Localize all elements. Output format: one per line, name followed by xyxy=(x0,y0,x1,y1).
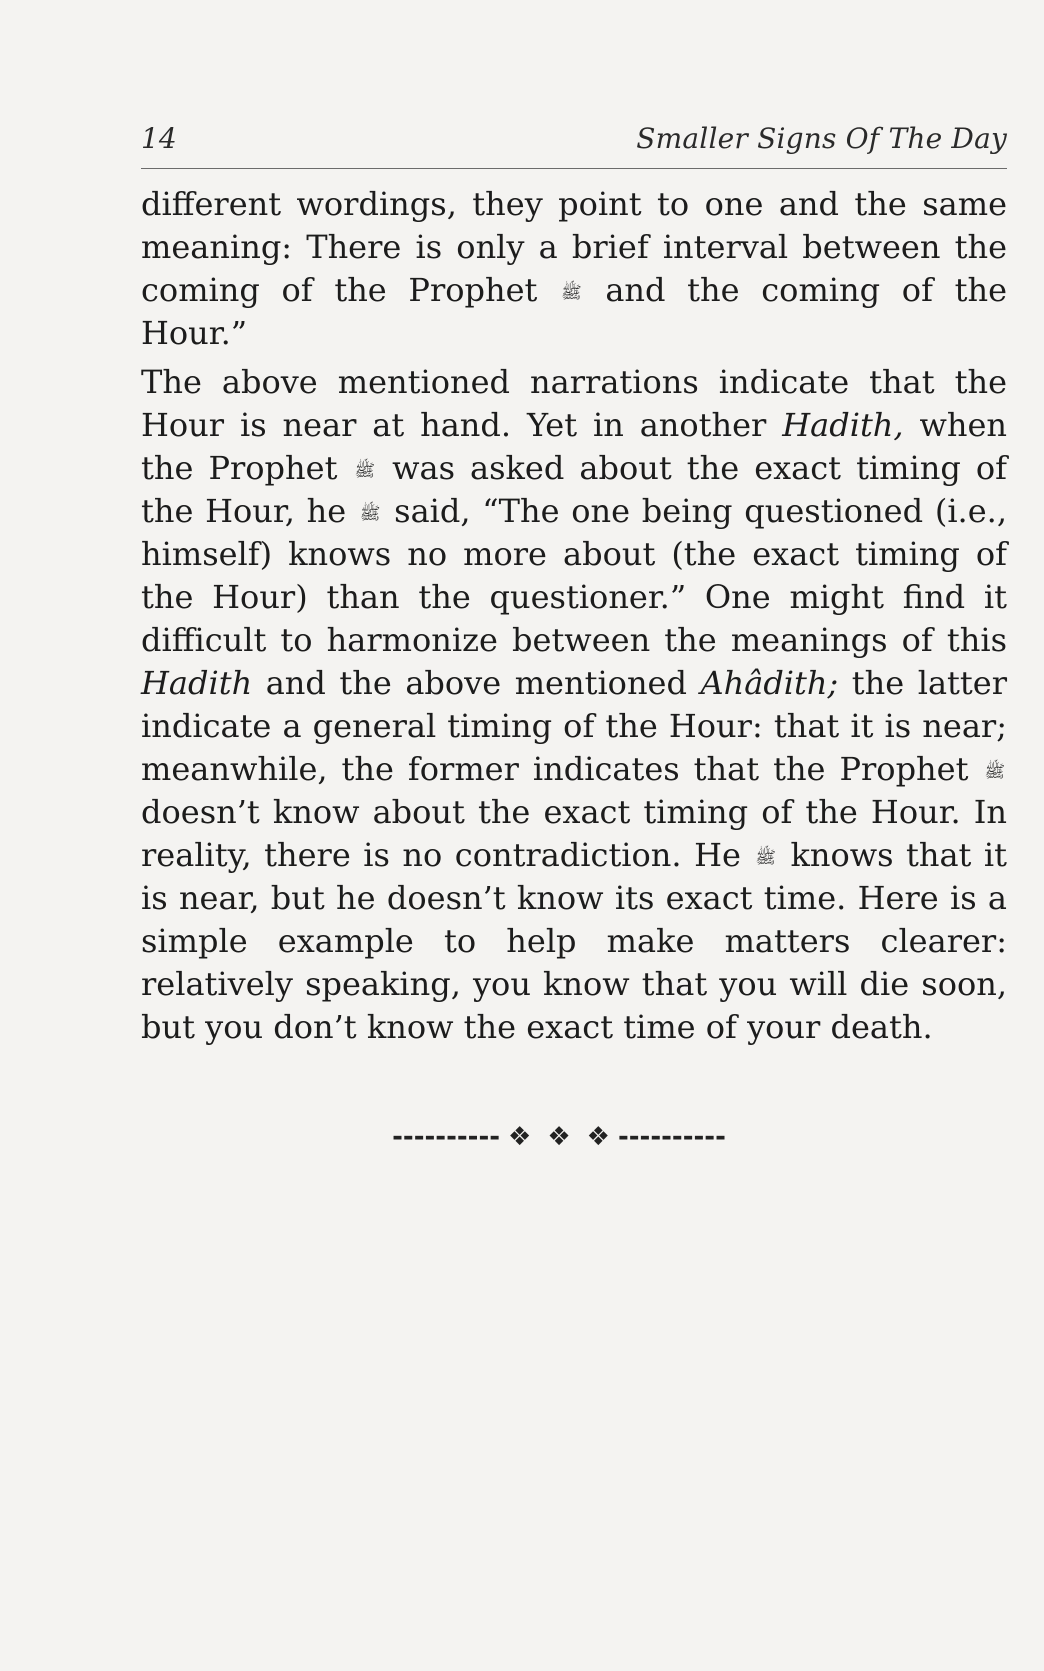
running-head xyxy=(141,118,1007,169)
diamond-ornament-icon: ❖ xyxy=(508,1122,532,1152)
text-span: the latter indicate a general timing of the Hour: that it is near; meanwhile, the former indicates that the Prophet xyxy=(141,664,1008,788)
pbuh-glyph-icon: ﷺ xyxy=(354,461,376,481)
paragraph-1 xyxy=(141,183,1007,355)
text-span: and the above mentioned xyxy=(252,664,701,702)
text-span: doesn’t know about the exact timing of the Hour. In reality, there is no contradiction. He xyxy=(141,793,1007,874)
divider-dashes-left: ---------- xyxy=(392,1122,501,1152)
pbuh-glyph-icon: ﷺ xyxy=(561,283,582,303)
italic-term: Hadith xyxy=(141,664,253,702)
diamond-ornament-icon: ❖ xyxy=(586,1122,610,1152)
text-span: different wordings, they point to one and the same meaning: There is only a brief interval between the coming of the Prophet xyxy=(141,185,1007,309)
pbuh-glyph-icon: ﷺ xyxy=(755,848,776,868)
page-number: 14 xyxy=(141,122,177,155)
pbuh-glyph-icon: ﷺ xyxy=(359,504,381,524)
text-span: The above mentioned narrations indicate that the Hour is near at hand. Yet in another xyxy=(141,363,1007,444)
body-text xyxy=(141,183,1007,1049)
text-span: and the coming of the Hour.” xyxy=(141,271,1008,352)
paragraph-2 xyxy=(141,361,1007,1049)
diamond-ornament-icon: ❖ xyxy=(547,1122,571,1152)
italic-term: Ahâdith; xyxy=(700,664,839,702)
text-span: knows that it is near, but he doesn’t know its exact time. Here is a simple example to help make matters clearer: relatively speaking, you know that you will die soon, but you don’t know the exact time of your death. xyxy=(141,836,1008,1046)
pbuh-glyph-icon: ﷺ xyxy=(984,762,1005,782)
section-divider xyxy=(349,1117,769,1157)
text-span: said, “The one being questioned (i.e., himself) knows no more about (the exact timing of the Hour) than the questioner.” One might find it difficult to harmonize between the meanings of this xyxy=(141,492,1008,659)
divider-dashes-right: ---------- xyxy=(617,1122,726,1152)
italic-term: Hadith, xyxy=(782,406,904,444)
text-span: was asked about the exact timing of the Hour, he xyxy=(141,449,1008,530)
running-title: Smaller Signs Of The Day xyxy=(636,122,1007,155)
text-span: when the Prophet xyxy=(141,406,1008,487)
